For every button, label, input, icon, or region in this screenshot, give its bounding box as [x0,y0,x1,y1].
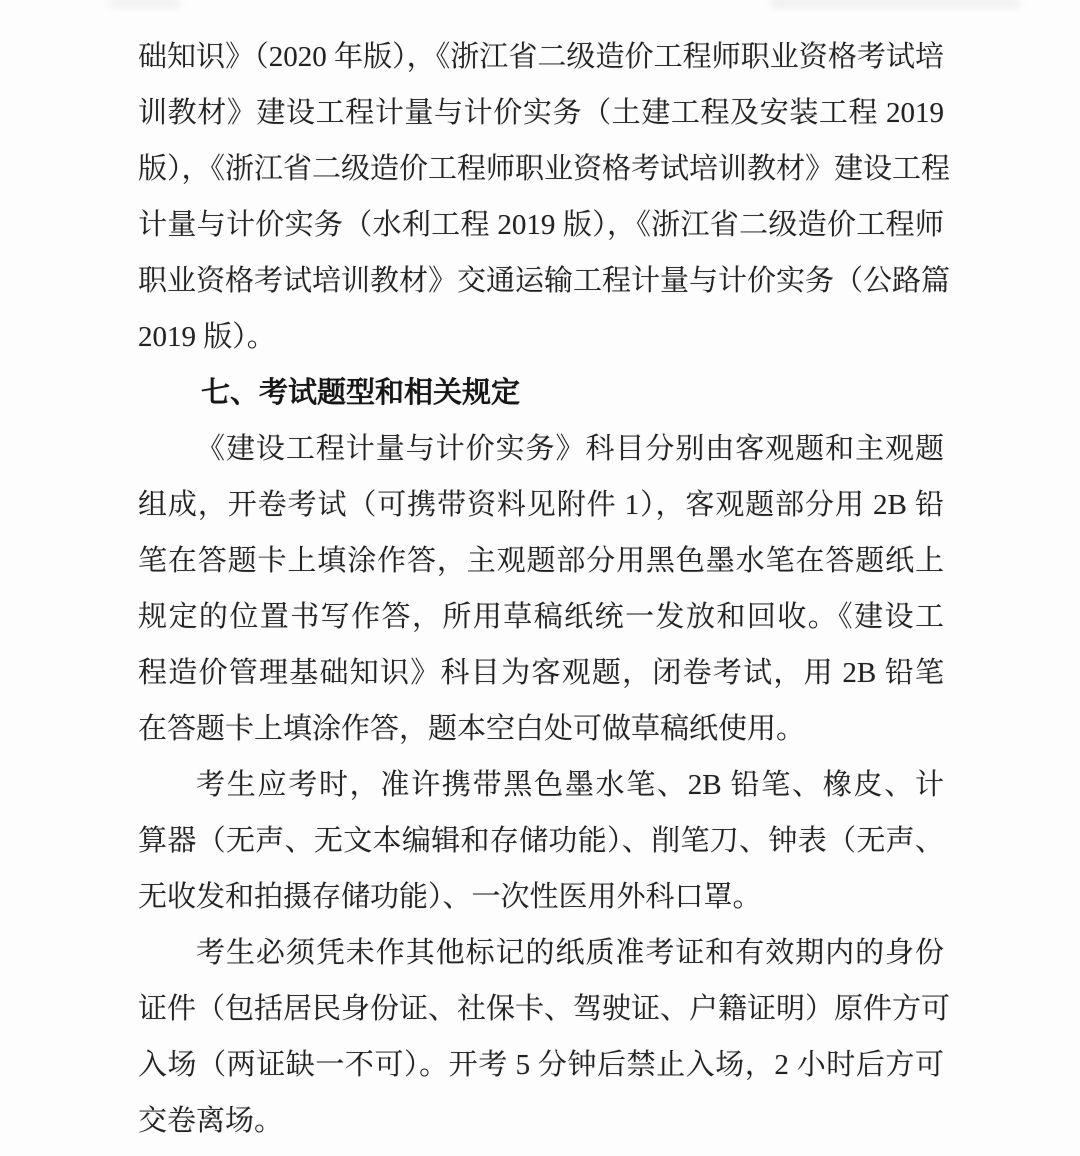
text-line: 版），《浙江省二级造价工程师职业资格考试培训教材》建设工程 [138,153,951,185]
text-line: 程造价管理基础知识》科目为客观题，闭卷考试，用 2B 铅笔 [138,657,944,689]
text-line: 组成，开卷考试（可携带资料见附件 1），客观题部分用 2B 铅 [138,489,944,521]
text-line: 计量与计价实务（水利工程 2019 版），《浙江省二级造价工程师 [138,209,944,241]
scan-artifact [110,0,180,7]
section-heading: 七、考试题型和相关规定 [201,377,521,409]
text-line: 规定的位置书写作答，所用草稿纸统一发放和回收。《建设工 [138,601,944,633]
text-line: 2019 版）。 [138,321,276,353]
text-line: 考生必须凭未作其他标记的纸质准考证和有效期内的身份 [196,937,944,969]
text-line: 入场（两证缺一不可）。开考 5 分钟后禁止入场，2 小时后方可 [138,1049,944,1081]
text-line: 证件（包括居民身份证、社保卡、驾驶证、户籍证明）原件方可 [138,993,951,1025]
text-line: 交卷离场。 [138,1105,284,1137]
text-line: 无收发和拍摄存储功能）、一次性医用外科口罩。 [138,881,762,913]
text-line: 笔在答题卡上填涂作答，主观题部分用黑色墨水笔在答题纸上 [138,545,944,577]
text-line: 职业资格考试培训教材》交通运输工程计量与计价实务（公路篇 [138,265,951,297]
text-line: 础知识》（2020 年版），《浙江省二级造价工程师职业资格考试培 [138,41,944,73]
text-line: 训教材》建设工程计量与计价实务（土建工程及安装工程 2019 [138,97,944,129]
scan-artifact [770,0,1020,7]
text-line: 考生应考时，准许携带黑色墨水笔、2B 铅笔、橡皮、计 [196,769,944,801]
text-line: 算器（无声、无文本编辑和存储功能）、削笔刀、钟表（无声、 [138,825,944,857]
text-line: 在答题卡上填涂作答，题本空白处可做草稿纸使用。 [138,713,806,745]
text-line: 《建设工程计量与计价实务》科目分别由客观题和主观题 [196,433,944,465]
